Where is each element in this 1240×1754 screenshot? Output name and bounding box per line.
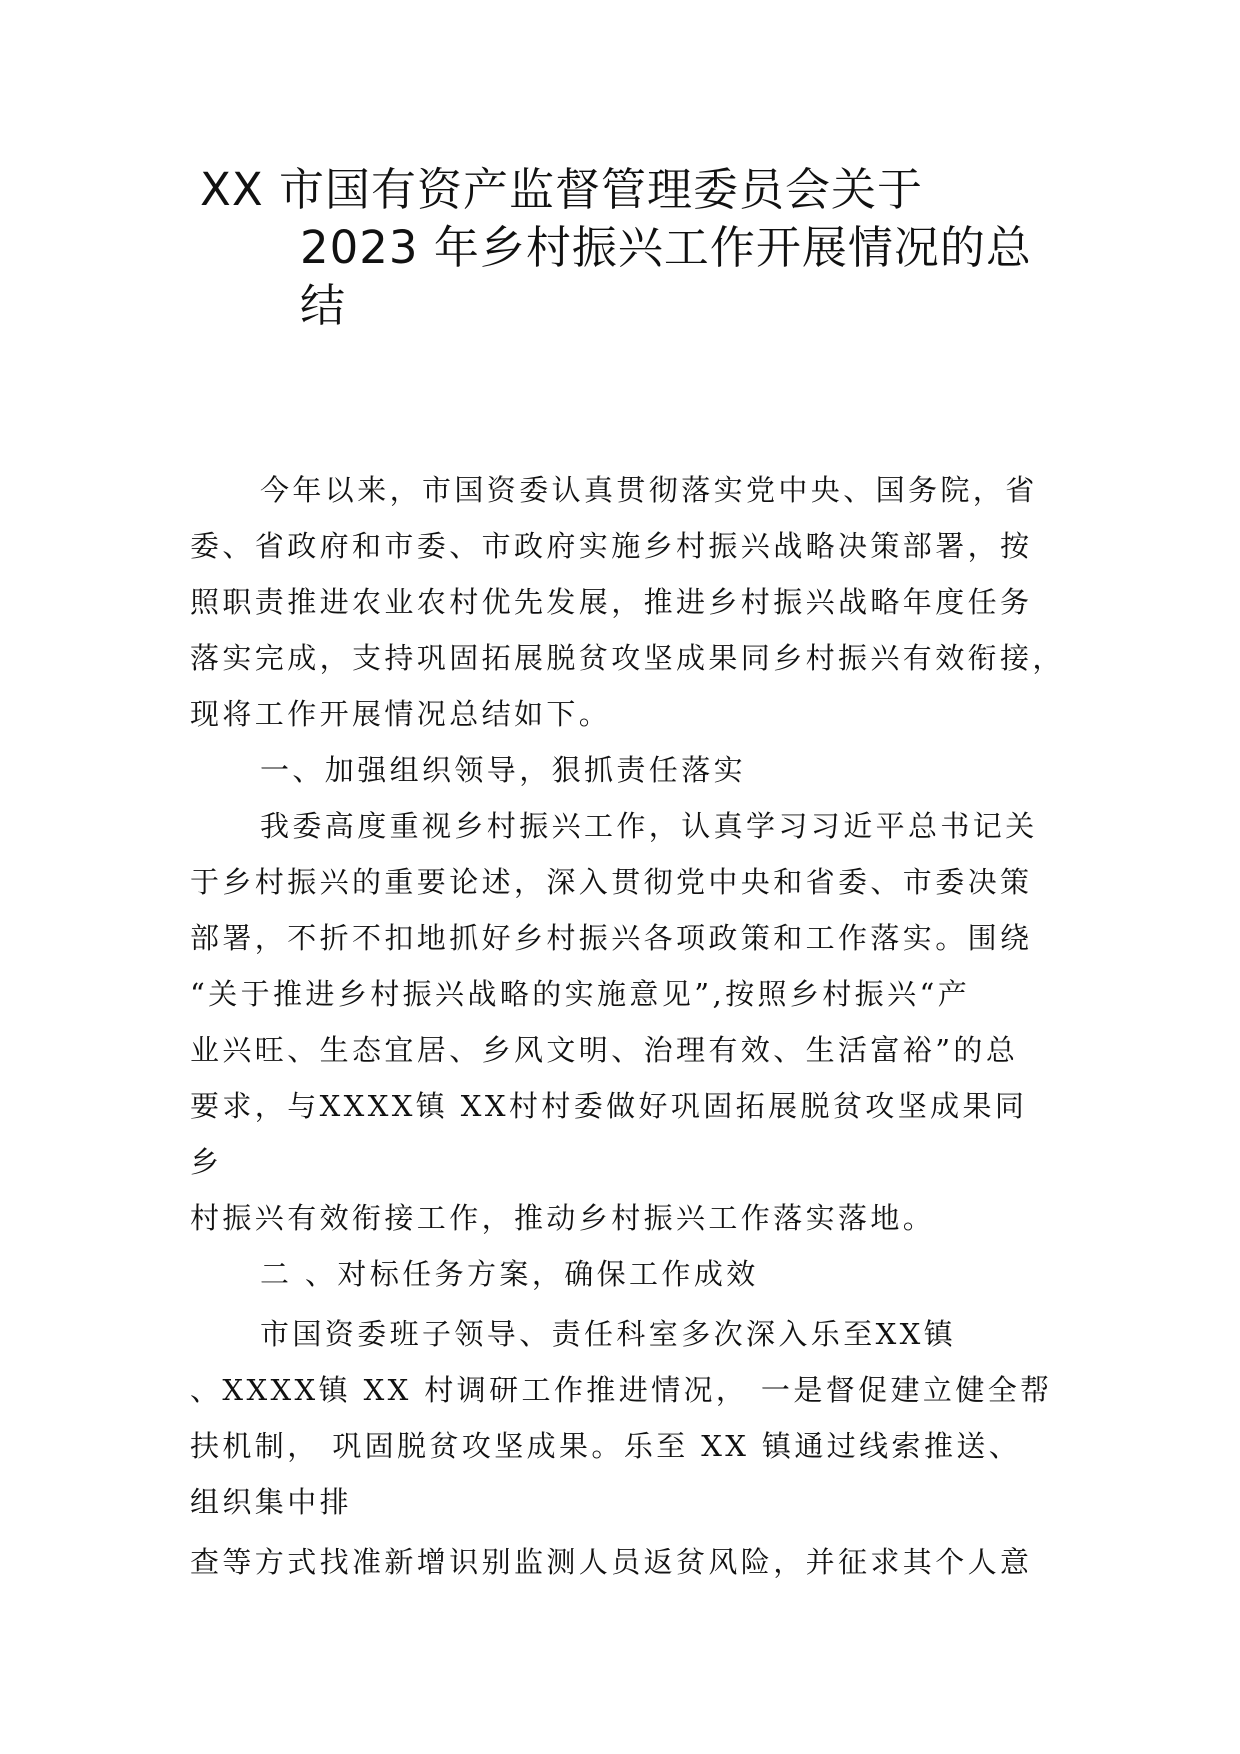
section-heading-2: 二 、对标任务方案，确保工作成效 — [260, 1257, 759, 1291]
document-title-line-3: 结 — [300, 279, 347, 332]
paragraph-section1-line: 业兴旺、生态宜居、乡风文明、治理有效、生活富裕”的总 — [190, 1033, 1019, 1067]
section-heading-1: 一、加强组织领导，狠抓责任落实 — [260, 753, 747, 787]
paragraph-section1-line: “关于推进乡村振兴战略的实施意见”,按照乡村振兴“产 — [190, 977, 971, 1011]
paragraph-intro-line: 今年以来，市国资委认真贯彻落实党中央、国务院，省 — [260, 473, 1038, 507]
paragraph-section2-line: 扶机制， 巩固脱贫攻坚成果。乐至 XX 镇通过线索推送、 — [190, 1429, 1022, 1463]
paragraph-section2-line: 组织集中排 — [190, 1485, 353, 1519]
paragraph-section1-line: 村振兴有效衔接工作，推动乡村振兴工作落实落地。 — [190, 1201, 936, 1235]
paragraph-section1-line: 要求，与XXXX镇 XX村村委做好巩固拓展脱贫攻坚成果同 — [190, 1089, 1028, 1123]
paragraph-section1-line: 我委高度重视乡村振兴工作，认真学习习近平总书记关 — [260, 809, 1038, 843]
paragraph-section1-line: 乡 — [190, 1145, 223, 1179]
paragraph-section2-line: 查等方式找准新增识别监测人员返贫风险，并征求其个人意 — [190, 1545, 1033, 1579]
paragraph-intro-line: 照职责推进农业农村优先发展，推进乡村振兴战略年度任务 — [190, 585, 1033, 619]
document-title-line-2: 2023 年乡村振兴工作开展情况的总 — [300, 221, 1032, 274]
paragraph-section2-line: 市国资委班子领导、责任科室多次深入乐至XX镇 — [260, 1317, 957, 1351]
paragraph-section1-line: 于乡村振兴的重要论述，深入贯彻党中央和省委、市委决策 — [190, 865, 1033, 899]
paragraph-intro-line: 落实完成，支持巩固拓展脱贫攻坚成果同乡村振兴有效衔接， — [190, 641, 1065, 675]
paragraph-section2-line: 、XXXX镇 XX 村调研工作推进情况， 一是督促建立健全帮 — [190, 1373, 1053, 1407]
paragraph-intro-line: 委、省政府和市委、市政府实施乡村振兴战略决策部署，按 — [190, 529, 1033, 563]
paragraph-section1-line: 部署，不折不扣地抓好乡村振兴各项政策和工作落实。围绕 — [190, 921, 1033, 955]
document-title-line-1: XX 市国有资产监督管理委员会关于 — [200, 163, 923, 216]
paragraph-intro-line: 现将工作开展情况总结如下。 — [190, 697, 612, 731]
